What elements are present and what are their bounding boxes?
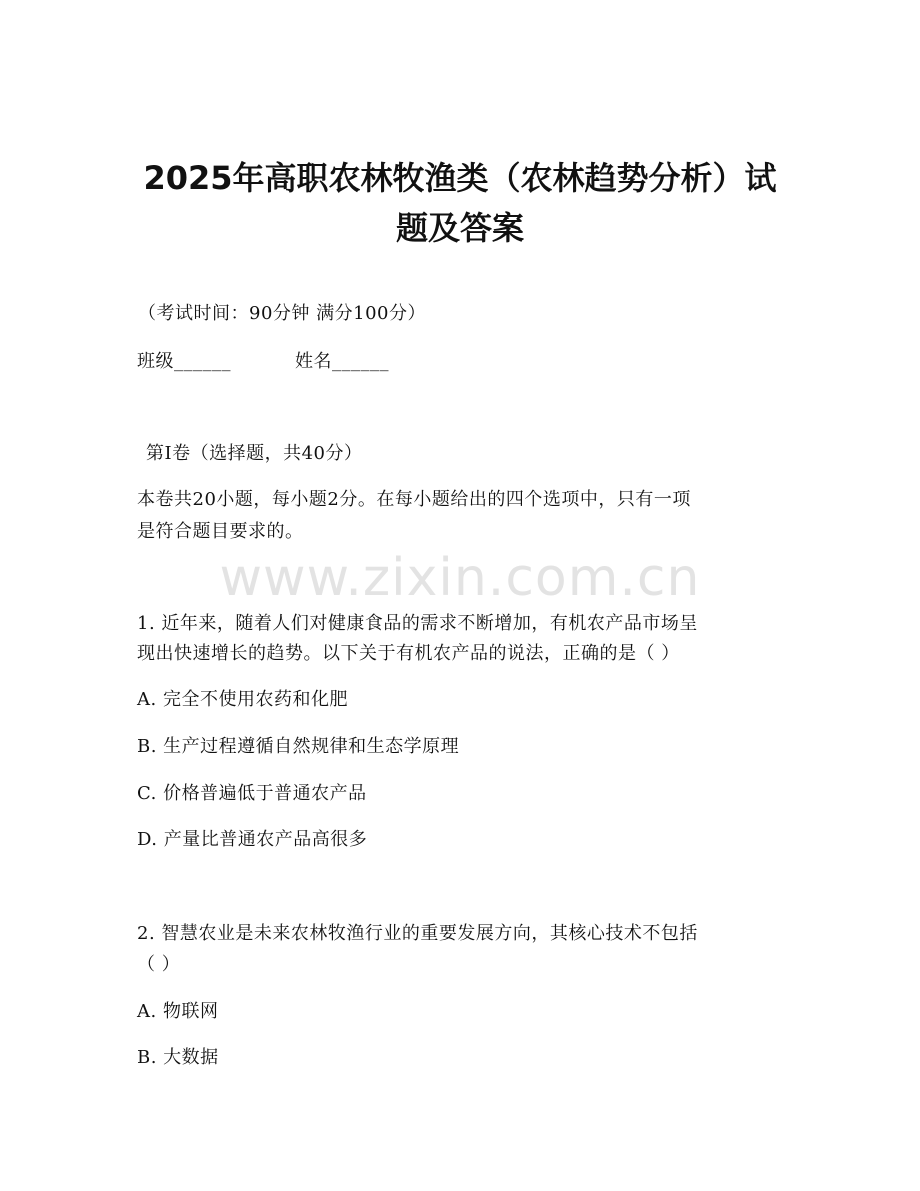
watermark: www.zixin.com.cn [219, 548, 701, 608]
option-b: B. 生产过程遵循自然规律和生态学原理 [137, 736, 460, 757]
instructions-line-2: 是符合题目要求的。 [137, 521, 304, 542]
question-stem-line-2: 现出快速增长的趋势。以下关于有机农产品的说法，正确的是（ ） [137, 643, 680, 664]
question-stem-line-1: 1. 近年来，随着人们对健康食品的需求不断增加，有机农产品市场呈 [137, 613, 698, 634]
instructions-line-1: 本卷共20小题，每小题2分。在每小题给出的四个选项中，只有一项 [137, 489, 691, 510]
option-c: C. 价格普遍低于普通农产品 [137, 783, 367, 804]
document-title-line-2: 题及答案 [395, 209, 524, 247]
name-field-label: 姓名______ [295, 351, 389, 372]
document-title-line-1: 2025年高职农林牧渔类（农林趋势分析）试 [143, 159, 777, 197]
section-title: 第Ⅰ卷（选择题，共40分） [146, 443, 363, 464]
option-a: A. 物联网 [137, 1001, 219, 1022]
question-stem-line-2: （ ） [137, 954, 181, 975]
question-stem-line-1: 2. 智慧农业是未来农林牧渔行业的重要发展方向，其核心技术不包括 [137, 923, 698, 944]
option-d: D. 产量比普通农产品高很多 [137, 829, 368, 850]
class-field-label: 班级______ [137, 351, 231, 372]
option-a: A. 完全不使用农药和化肥 [137, 689, 348, 710]
option-b: B. 大数据 [137, 1047, 219, 1068]
exam-info: （考试时间：90分钟 满分100分） [138, 303, 426, 324]
